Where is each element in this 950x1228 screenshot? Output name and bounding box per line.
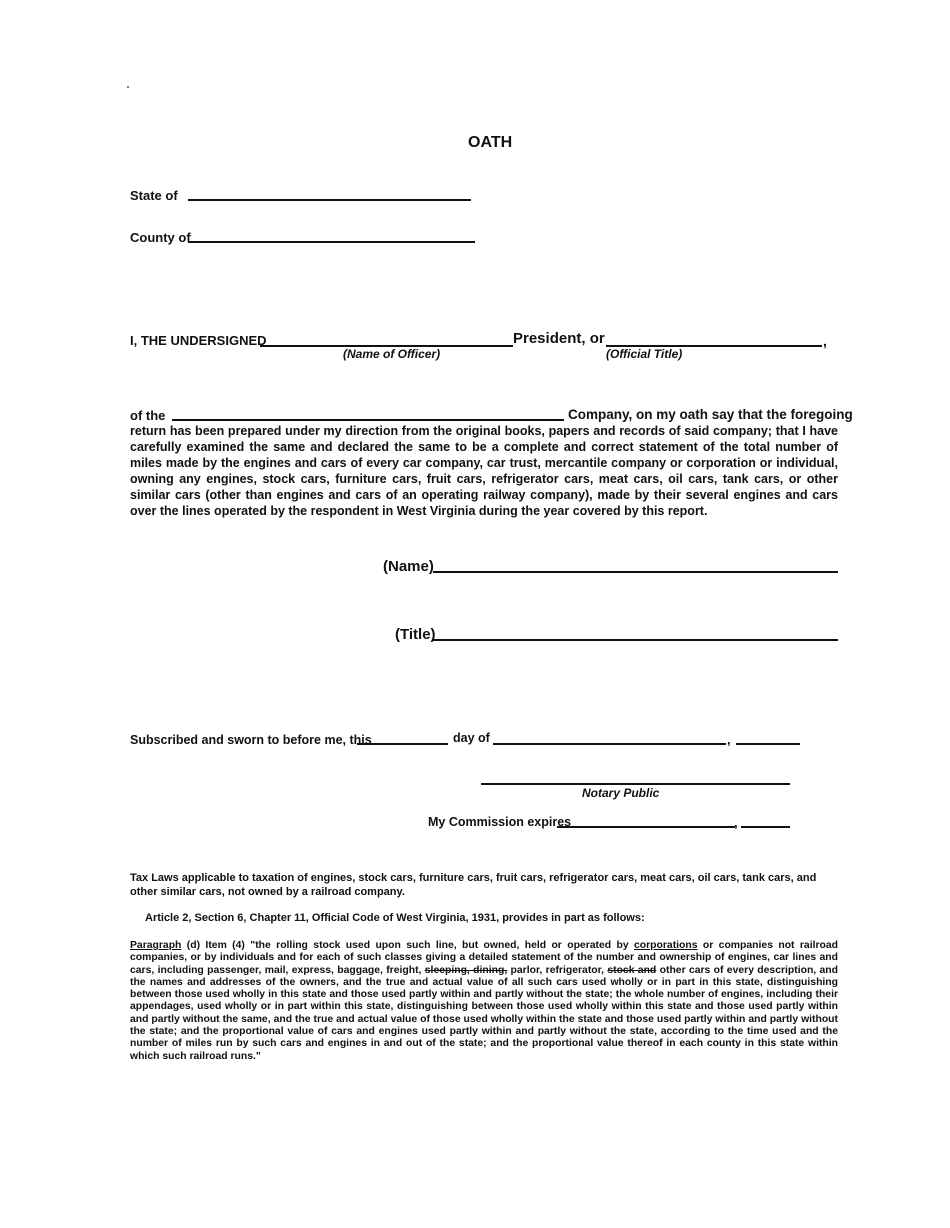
name-label: (Name) [383, 558, 434, 575]
article-text: Article 2, Section 6, Chapter 11, Official Code of West Virginia, 1931, provides in part as follows: [145, 912, 645, 924]
corporations-word: corporations [634, 940, 698, 951]
state-field[interactable] [188, 199, 471, 201]
commission-label: My Commission expires [428, 815, 572, 829]
sworn-label: Subscribed and sworn to before me, this [130, 733, 372, 747]
commission-date-field[interactable] [557, 826, 735, 828]
oath-body-text: return has been prepared under my direction from the original books, papers and records of said company; that I have carefully examined the same and declared the same to be a complete and correct statement of the total number of miles made by the engines and cars of every car company, car trust, mercantile company or corporation or individual, owning any engines, stock cars, furniture cars, fruit cars, refrigerator cars, meat cars, oil cars, tank cars, or other similar cars (other than engines and cars of an operating railway company), made by their several engines and cars over the lines operated by the respondent in West Virginia during the year covered by this report. [130, 424, 838, 518]
commission-year-field[interactable] [741, 826, 790, 828]
paragraph-d-text [130, 940, 838, 1063]
struck-text-2: stock and [607, 964, 657, 976]
page-title: OATH [468, 134, 513, 151]
officer-name-caption: (Name of Officer) [343, 347, 441, 361]
paragraph-text-3: parlor, refrigerator, [507, 964, 608, 976]
paragraph-text-1: (d) Item (4) "the rolling stock used upon such line, but owned, held or operated by [181, 940, 635, 951]
paragraph-label: Paragraph [130, 940, 182, 951]
paragraph-text-2: or companies not railroad companies, or by individuals and for each of such classes giving a detailed statement of the number and ownership of engines, car lines and cars, including passenger, mail, express, baggage, freight, [130, 940, 838, 976]
scan-speck [127, 86, 129, 88]
title-label: (Title) [395, 626, 436, 643]
day-of-label: day of [453, 731, 490, 745]
commission-comma: , [734, 815, 738, 830]
notary-public-caption: Notary Public [582, 786, 660, 800]
paragraph-text-4: other cars of every description, and the names and addresses of the owners, and the true and actual value of all such cars used wholly or in part in this state, distinguishing between those used wholly in this state and those used partly within and partly without the state; the whole number of engines, including their appendages, used wholly or in part within this state, distinguishing between those used wholly within this state and those used partly within and partly without the same, and the true and actual value of those used wholly within the state and those used partly within and partly without the state; and the proportional value of cars and engines used partly within and partly without the state, according to the time used and the number of miles run by such cars and engines in and out of the state; and the proportional value thereof in each county in this state within which such railroad runs." [130, 964, 839, 1062]
state-label: State of [130, 188, 178, 203]
of-the-label: of the [130, 408, 166, 423]
notary-signature-field[interactable] [481, 783, 790, 785]
title-comma: , [823, 333, 827, 349]
company-tail-text: Company, on my oath say that the foregoing [568, 407, 853, 422]
sworn-comma: , [727, 732, 731, 747]
sworn-day-field[interactable] [357, 743, 448, 745]
county-field[interactable] [188, 241, 475, 243]
sworn-year-field[interactable] [736, 743, 800, 745]
undersigned-label: I, THE UNDERSIGNED [130, 333, 267, 348]
tax-laws-text: Tax Laws applicable to taxation of engines, stock cars, furniture cars, fruit cars, refrigerator cars, meat cars, oil cars, tank cars, and other similar cars, not owned by a railroad company. [130, 872, 817, 898]
official-title-caption: (Official Title) [606, 347, 683, 361]
company-name-field[interactable] [172, 419, 564, 421]
county-label: County of [130, 230, 191, 245]
sworn-month-field[interactable] [493, 743, 726, 745]
signature-title-field[interactable] [433, 639, 838, 641]
signature-name-field[interactable] [433, 571, 838, 573]
president-label: President, or [513, 330, 605, 347]
struck-text-1: sleeping, dining, [424, 964, 508, 976]
